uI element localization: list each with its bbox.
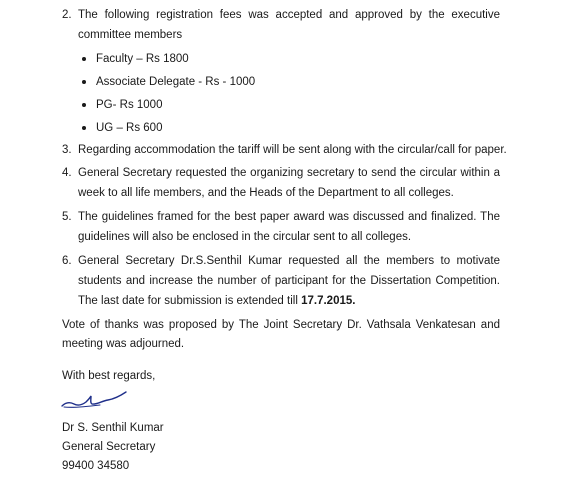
bullet-icon — [82, 80, 86, 84]
signatory-name: Dr S. Senthil Kumar — [62, 422, 164, 434]
deadline-date: 17.7.2015. — [301, 295, 356, 307]
handwritten-signature — [60, 388, 128, 414]
list-item-6 — [62, 251, 500, 311]
item-text-line: guidelines will also be enclosed in the circular sent to all colleges. — [78, 231, 412, 243]
item-text-line: students and increase the number of participant for the Dissertation Competition. — [78, 275, 500, 287]
item-text-line: General Secretary Dr.S.Senthil Kumar requested all the members to motivate — [78, 255, 500, 267]
bullet-icon — [82, 103, 86, 107]
item-text-line: week to all life members, and the Heads of the Department to all colleges. — [78, 187, 454, 199]
list-item-2 — [62, 5, 500, 45]
item-text-line: The following registration fees was accepted and approved by the executive — [78, 9, 500, 21]
item-text-line: Regarding accommodation the tariff will be sent along with the circular/call for paper. — [78, 144, 507, 156]
item-number: 6. — [62, 255, 72, 267]
item-number: 4. — [62, 167, 72, 179]
item-text-line: General Secretary requested the organizing secretary to send the circular within a — [78, 167, 500, 179]
item-number: 3. — [62, 144, 72, 156]
fee-text: Faculty – Rs 1800 — [96, 53, 189, 65]
list-item-4 — [62, 163, 500, 203]
item-text-line — [78, 291, 500, 311]
closing-regards: With best regards, — [62, 370, 156, 382]
item-number: 2. — [62, 9, 72, 21]
list-item-5 — [62, 207, 500, 247]
signatory-phone: 99400 34580 — [62, 460, 130, 472]
fee-text: UG – Rs 600 — [96, 122, 163, 134]
fee-text: PG- Rs 1000 — [96, 99, 163, 111]
deadline-sentence: The last date for submission is extended till — [78, 295, 302, 307]
fee-text: Associate Delegate - Rs - 1000 — [96, 76, 256, 88]
vote-of-thanks-line: Vote of thanks was proposed by The Joint Secretary Dr. Vathsala Venkatesan and — [62, 319, 500, 331]
item-text-line: The guidelines framed for the best paper award was discussed and finalized. The — [78, 211, 500, 223]
list-item-3 — [62, 140, 507, 160]
vote-of-thanks-line: meeting was adjourned. — [62, 338, 185, 350]
bullet-icon — [82, 57, 86, 61]
bullet-icon — [82, 126, 86, 130]
signatory-title: General Secretary — [62, 441, 156, 453]
item-text-line: committee members — [78, 29, 183, 41]
item-number: 5. — [62, 211, 72, 223]
